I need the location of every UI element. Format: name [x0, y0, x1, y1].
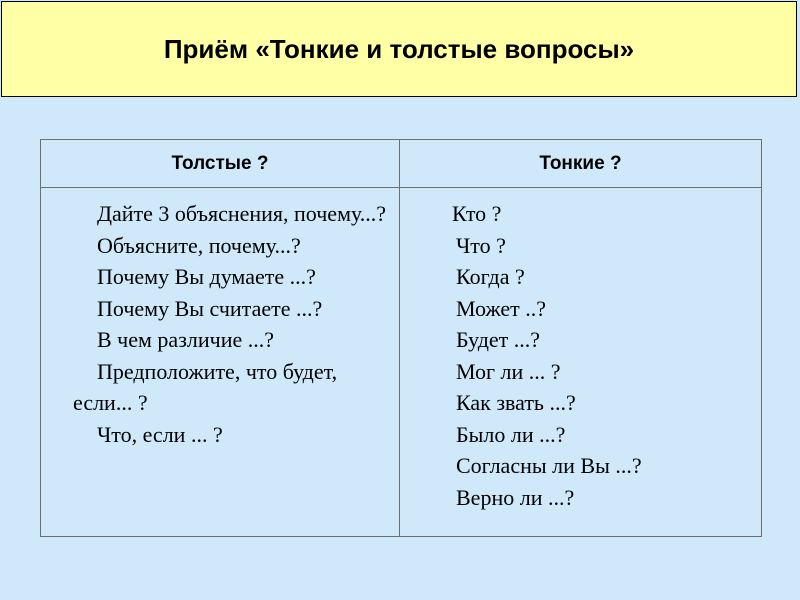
list-item: Дайте 3 объяснения, почему...?: [97, 201, 387, 226]
header-thin-questions: Тонкие ?: [400, 140, 761, 188]
list-item: Что, если ... ?: [97, 421, 223, 447]
header-thick-questions: Толстые ?: [41, 140, 400, 188]
list-item: Согласны ли Вы ...?: [456, 453, 642, 478]
page-title: Приём «Тонкие и толстые вопросы»: [163, 33, 635, 64]
list-item: Было ли ...?: [456, 421, 566, 447]
list-item: Кто ?: [452, 201, 502, 226]
list-item: Будет ...?: [456, 327, 541, 352]
list-item: Может ..?: [456, 295, 547, 321]
list-item: Почему Вы считаете ...?: [97, 295, 323, 321]
questions-table: [40, 139, 762, 537]
thick-questions-list: [41, 188, 400, 536]
list-item: Верно ли ...?: [456, 484, 575, 510]
list-item: Почему Вы думаете ...?: [97, 264, 316, 289]
list-item: Мог ли ... ?: [456, 358, 561, 384]
title-banner: [1, 1, 797, 97]
list-item: Что ?: [456, 232, 506, 258]
list-item: В чем различие ...?: [97, 327, 274, 352]
list-item: Предположите, что будет, если... ?: [73, 358, 338, 415]
list-item: Как звать ...?: [456, 390, 576, 415]
list-item: Объясните, почему...?: [97, 232, 301, 258]
thin-questions-list: [400, 188, 761, 536]
list-item: Когда ?: [456, 264, 525, 289]
